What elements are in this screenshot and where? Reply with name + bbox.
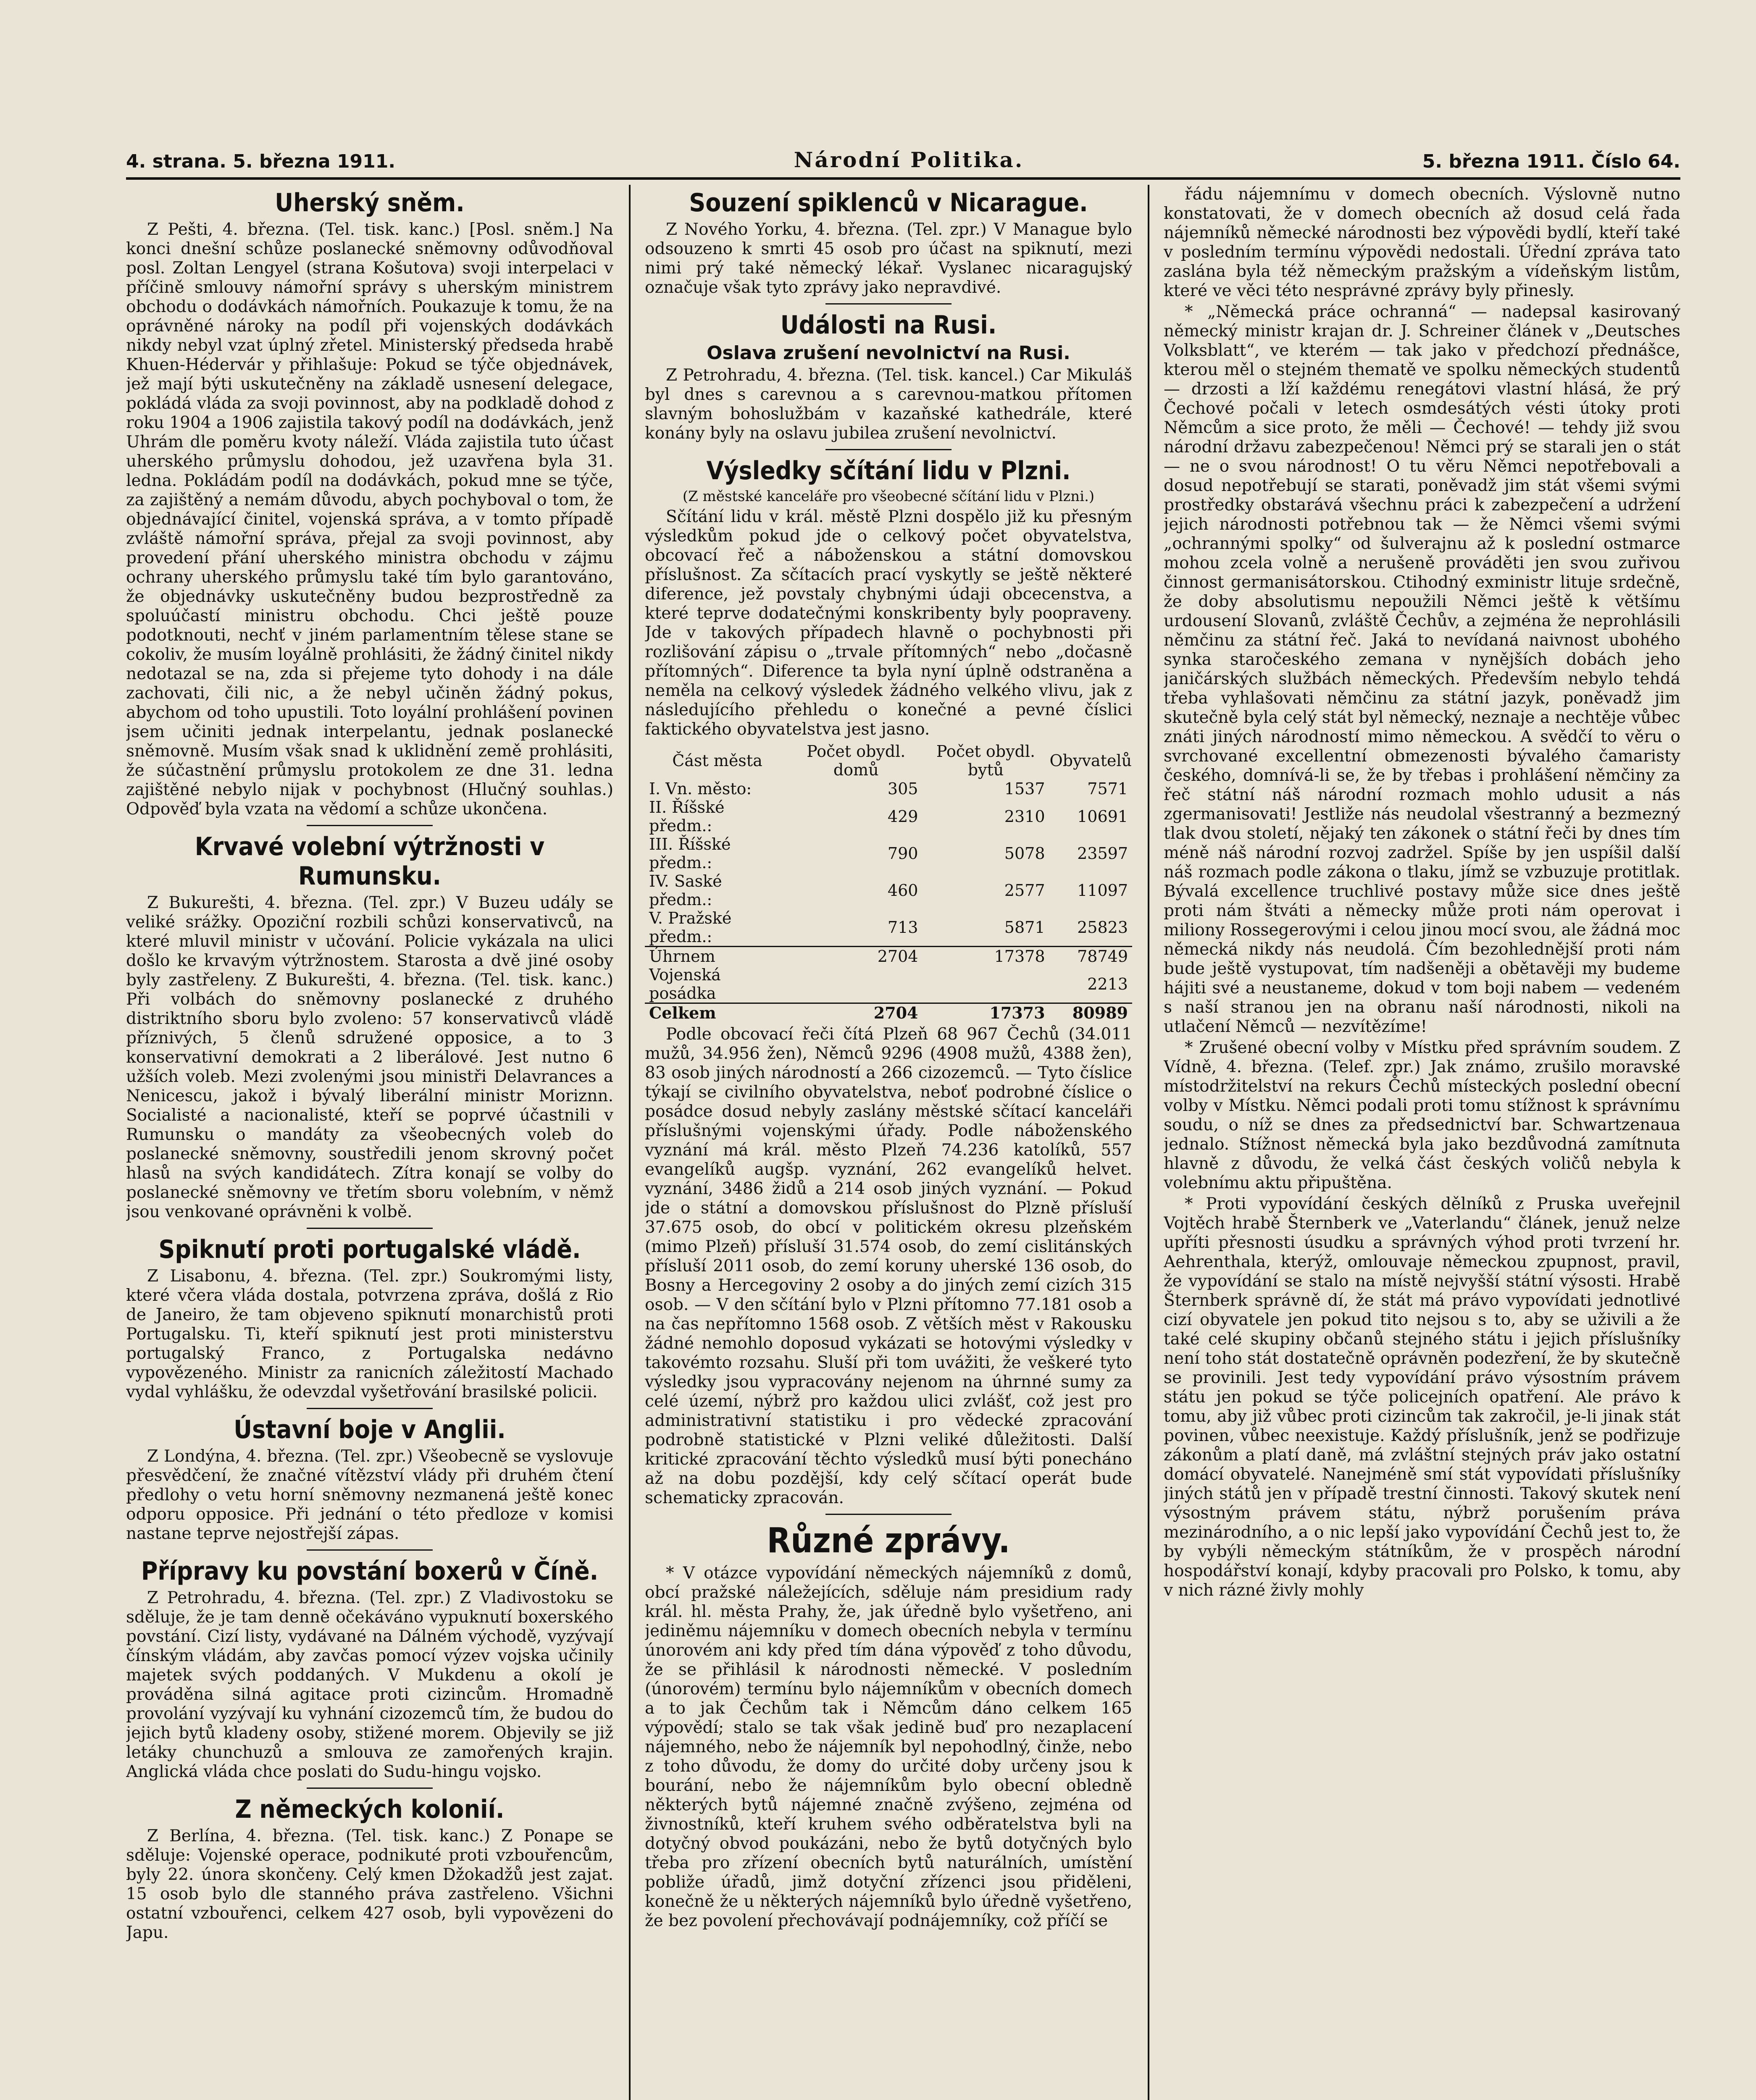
table-header-cell: Obyvatelů [1049, 751, 1132, 770]
table-cell: 80989 [1049, 1003, 1132, 1023]
separator [307, 1788, 433, 1789]
table-header-cell: Část města [672, 751, 762, 770]
census-table-header [645, 742, 1132, 780]
table-cell: 78749 [1049, 947, 1132, 966]
article-title: Krvavé volební výtržnosti v Rumunsku. [195, 832, 545, 891]
article-text: Z Berlína, 4. března. (Tel. tisk. kanc.) Z Ponape se sděluje: Vojenské operace, podnikuté proti vzbouřencům, byly 22. února skončeny. Celý kmen Džokadžů jest zajat. 15 osob bylo dle stanného práva zastřeleno. Všichni ostatní vzbouřenci, celkem 427 osob, byli vypovězeni do Japu. [126, 1827, 613, 1942]
table-cell: Úhrnem [645, 947, 790, 966]
table-cell: 2704 [790, 1003, 923, 1023]
table-cell: 2213 [1087, 975, 1128, 993]
table-cell: Celkem [645, 1003, 790, 1023]
table-cell: 17378 [922, 947, 1049, 966]
article-title: Ústavní boje v Anglii. [234, 1415, 506, 1444]
table-cell: 1537 [1004, 780, 1045, 798]
article-text: Z Pešti, 4. března. (Tel. tisk. kanc.) [Posl. sněm.] Na konci dnešní schůze poslanecké sněmovny odůvodňoval posl. Zoltan Lengyel (strana Košutova) svoji interpelaci v příčině smlouvy námořní správy s uherským ministrem obchodu o dodávkách námořních. Poukazuje k tomu, že na oprávněné nároky na podíl při vojenských dodávkách nikdy nebyl vzat úplný zřetel. Ministerský předseda hrabě Khuen-Hédervár y přihlašuje: Pokud se týče objednávek, jež mají býti uskutečněny na základě usnesení delegace, pokládá vláda za svoji povinnost, aby na podkladě dohod z roku 1904 a 1906 zajistila takový podíl na dodávkách, jenž Uhrám dle poměru kvoty náleží. Vláda zajistila tuto účast uherského průmyslu dohodou, jež uzavřena byla 31. ledna. Pokládám podíl na dodávkách, pokud mne se týče, za zajištěný a nemám důvodu, abych pochyboval o tom, že objednávající činitel, vojenská správa, a v tomto případě zvláště námořní správa, přejal za svoji povinnost, aby provedení přání uherského ministra obchodu v zájmu ochrany uherského průmyslu také tím bylo garantováno, že objednávky uskutečněny budou bezprostředně za spoluúčastí ministru obchodu. Chci ještě pouze podotknouti, nechť v jiném parlamentním tělese stane se cokoliv, že musím loyálně prohlásiti, že žádný činitel nikdy nedotazal se na, zda si přejeme tyto dohody i na dále zachovati, čili nic, a že nebyl učiněn žádný pokus, abychom od toho upustili. Toto loyální prohlášení povinen jsem učiniti jednak interpelantu, jednak poslanecké sněmovně. Musím však snad k uklidnění země prohlásiti, že súčastnění průmyslu protokolem ze dne 31. ledna zajištěné nebylo nijak v pochybnost (Hlučný souhlas.) Odpověď byla vzata na vědomí a schůze ukončena. [126, 220, 613, 819]
table-cell: 11097 [1077, 881, 1128, 900]
table-cell: 305 [887, 780, 918, 798]
article-title: Uherský sněm. [275, 188, 465, 218]
column-rule-1 [629, 185, 631, 2100]
separator [307, 1549, 433, 1551]
separator [825, 303, 952, 304]
article-text: * Proti vypovídání českých dělníků z Pruska uveřejnil Vojtěch hrabě Šternberk ve „Vaterlandu“ článek, jenuž nelze upříti přesnosti úsudku a správných výhod proti tvrzení hr. Aehrenthala, kterýž, omlouvaje německou zpupnost, pravil, že vypovídání se stalo na místě nejvyšší státní výsosti. Hrabě Šternberk správně dí, že stát má právo vypovídati jednotlivé cizí obyvatele jen pokud tito nejsou s to, aby se uživili a že také celé skupiny občanů stejného státu i jejich příslušníky není toho stát dostatečně oprávněn podezření, že by skutečně se provinili. Jest tedy vypovídání právo výsostním právem státu jen pokud se týče policejních opatření. Ale právo k tomu, aby již vůbec proti cizincům tak zakročil, je-li jinak stát povinen, vůbec neexistuje. Každý příslušník, jenž se podřizuje zákonům a platí daně, má zvláštní stejných práv jako ostatní domácí obyvatelé. Nanejméně smí stát vypovídati příslušníky jiných států jen v případě trestní činnosti. Takový skutek není výsostným právem státu, nýbrž porušením práva mezinárodního, a o nic lepší jako vypovídání Čechů jest to, že by vybýli německým státníkům, že v prospěch národní hospodářství konají, kdyby pracovali pro Polsko, k tomu, aby v nich rázné živly mohly [1164, 1194, 1680, 1600]
article-text: * V otázce vypovídání německých nájemníků z domů, obcí pražské náležejících, sděluje nám presidium rady král. hl. města Prahy, že, jak úředně bylo vyšetřeno, ani jediněmu nájemníku v domech obecních nebyla v termínu únorovém ani kdy před tím dána výpověď z toho důvodu, že se přihlásil k národnosti německé. V posledním (únorovém) termínu bylo nájemníkům v obecních domech a to jak Čechům tak i Němcům dáno celkem 165 výpovědí; stalo se tak však jedině buď pro nezaplacení nájemného, nebo že nájemník byl nepohodlný, činže, nebo z toho důvodu, že domy do určité doby určeny jsou k bourání, nebo že nájemníkům bylo obecní obledně některých bytů nájemné značně zvýšeno, zejména od živnostníků, kteří kruhem svého odběratelstva byli na dotyčný obvod poukázáni, nebo že bytů dotyčných bylo třeba pro zřízení obecních bytů naturálních, umístění pobliže úřadů, jimž dotyční zřízenci jsou přiděleni, konečně že u některých nájemníků bylo úředně vyšetřeno, že bez povolení přechovávají podnájemníky, což příčí se [645, 1564, 1132, 1930]
article-text: Z Bukurešti, 4. března. (Tel. zpr.) V Buzeu udály se veliké srážky. Opoziční rozbili schůzi konservativců, na které mluvil ministr v učování. Policie vykázala na ulici došlo ke krvavým výtržnostem. Starosta a dvě jiné osoby byly zastřeleny. Z Bukurešti, 4. března. (Tel. tisk. kanc.) Při volbách do sněmovny poslanecké z druhého distriktního sboru bylo zvoleno: 57 konservativců vládě příznivých, 5 členů sdružené opposice, a to 3 konservativní demokrati a 2 liberálové. Jest nutno 6 užších voleb. Mezi zvolenými jsou ministři Delavrances a Nenicescu, jakož i bývalý liberální ministr Moriznn. Socialisté a nacionalisté, kteří se poprvé účastnili v Rumunsku o mandáty za všeobecných voleb do poslanecké sněmovny, soustředili jenom skrovný počet hlasů na svých kandidátech. Zítra konají se volby do poslanecké sněmovny ve třetím sboru volebním, v němž jsou venkované oprávněni k volbě. [126, 893, 613, 1221]
table-cell: 713 [887, 918, 918, 937]
header-rule [126, 177, 1680, 180]
table-cell [790, 966, 923, 1003]
column-1 [126, 185, 613, 2100]
column-rule-2 [1148, 185, 1149, 2100]
separator [307, 825, 433, 826]
article-text: * „Německá práce ochranná“ — nadepsal kasirovaný německý ministr krajan dr. J. Schreiner článek v „Deutsches Volksblatt“, ve kterém — tak jako v předchozí přednášce, kterou měl o stejném thematě ve spolku německých studentů — drzosti a lží každému renegátovi vlastní hlásá, že prý Čechové počali v letech osmdesátých vésti útoky proti Němcům a sice proto, že měli — Čechové! — tehdy již svou národní državu zabezpečenou! Němci prý se starali jen o stát — ne o svou národnost! O tu věru Němci nepotřebovali a dosud nepotřebují se starati, poněvadž jim stát všemi svými prostředky obstarává všechnu práci k zabezpečení a udržení jejich národnosti potřebnou tak — že Němci všemi svými „ochrannými spolky“ od šulverajnu až k poslední ostmarce mohou zcela volně a nerušeně prováděti jen svou zuřivou činnost germanisátorskou. Ctihodný exministr lituje srdečně, že doby absolutismu nepoužili Němci ještě k většímu urdousení Slovanů, zvláště Čechův, a zejména že neprohlásili němčinu za státní řeč. Jaká to nevídaná naivnost ubohého synka staročeského zemana v nynějších dobách jeho janičárských službách německých. Především nebylo tehdá třeba vyhlašovati němčinu za státní jazyk, poněvadž jim skutečně byla celý stát byl německý, neznaje a nechtěje vůbec znáti jiných národností mimo německou. A svědčí to věru o svrchované excellentní obmezenosti bývalého čamaristy českého, domnívá-li se, že by třebas i prohlášení němčiny za řeč státní náš národní rozmach mohlo udusit a nás zgermanisovati! Jestliže nás neudolal všestranný a bezmezný tlak dvou století, nějaký ten zákonek o státní řeči by dnes tím méně náš národní rozvoj zadržel. Spíše by jen uspíšil další náš rozmach podle zákona o tlaku, jímž se vzbuzuje protitlak. Bývalá excellence truchlivé postavy může sice dnes ještě proti nám štváti a německy může proti nám operovat i miliony Rossegerovými i celou jinou mocí svou, ale žádná moc německá nikdy nás neudolá. Čím bezohlednější proti nám bude ještě vystupovat, tím nadšeněji a obětavěji my budeme hájiti své a neustaneme, dokud v tom boji nabem — vedeném s naší stranou jen na obranu naší národnosti, nikoli na utlačení Němců — nezvítězíme! [1164, 302, 1680, 1036]
table-cell: I. Vn. město: [649, 780, 752, 798]
article-title: Výsledky sčítání lidu v Plzni. [706, 456, 1071, 486]
newspaper-page [126, 143, 1680, 2100]
page-header [126, 143, 1680, 172]
article-subtitle: (Z městské kanceláře pro všeobecné sčítání lidu v Plzni.) [682, 488, 1095, 505]
table-cell: III. Říšské předm.: [649, 835, 731, 872]
table-cell: 5078 [1004, 844, 1045, 863]
article-text: Podle obcovací řeči čítá Plzeň 68 967 Čechů (34.011 mužů, 34.956 žen), Němců 9296 (4908 mužů, 4388 žen), 83 osob jiných národností a 266 cizozemců. — Tyto číslice týkají se civilního obyvatelstva, neboť podrobné číslice o posádce dosud nebyly zaslány městské sčítací kanceláři příslušnými vojenskými úřady. Podle náboženského vyznání má král. město Plzeň 74.236 katolíků, 557 evangelíků augšp. vyznání, 262 evangelíků helvet. vyznání, 3486 židů a 214 osob jiných vyznání. — Pokud jde o státní a domovskou příslušnost do Plzně přísluší 37.675 osob, do obcí v politickém okresu plzeňském (mimo Plzeň) přísluší 31.574 osob, do zemí cislitánských přísluší 2011 osob, do zemí koruny uherské 136 osob, do Bosny a Hercegoviny 2 osoby a do jiných zemí cizích 315 osob. — V den sčítání bylo v Plzni přítomno 77.181 osob a na čas nepřítomno 1568 osob. Z větších měst v Rakousku žádné nemohlo doposud vykázati se hotovými výsledky v takovémto rozsahu. Sluší při tom uvážiti, že veškeré tyto výsledky jsou vypracovány nejenom na úhrnné sumy za celé území, nýbrž pro každou ulici zvlášť, což jest pro administrativní statistiku i pro vědecké zpracování podrobně statistické v Plzni veliké důležitosti. Další kritické zpracování těchto výsledků musí býti ponecháno až na dobu pozdější, kdy celý sčítací operát bude schematicky zpracován. [645, 1025, 1132, 1507]
table-row [645, 835, 1132, 872]
column-2 [645, 185, 1132, 2100]
table-cell: 2310 [1004, 807, 1045, 826]
article-title: Události na Rusi. [780, 310, 997, 340]
article-text: Z Londýna, 4. března. (Tel. zpr.) Všeobecně se vyslovuje přesvědčení, že značné vítězství vlády při druhém čtení předlohy o vetu horní sněmovny nezmanená ještě konec odporu opposice. Při jednání o této předloze v komisi nastane teprve nejostřejší zápas. [126, 1447, 613, 1543]
table-sum-row [645, 947, 1132, 966]
article-title: Z německých kolonií. [235, 1795, 505, 1824]
table-cell [922, 966, 1049, 1003]
table-cell: IV. Saské předm.: [649, 872, 722, 909]
table-row [645, 798, 1132, 835]
article-text: řádu nájemnímu v domech obecních. Výslovně nutno konstatovati, že v domech obecních až dosud celá řada nájemníků německé národnosti bez výpovědi bydlí, kteří také v posledním termínu výpovědi nedostali. Úřední zpráva tato zaslána byla též německým pražským a vídeňským listům, které ve věci této nesprávné zprávy byly přinesly. [1164, 185, 1680, 300]
article-text: Z Lisabonu, 4. března. (Tel. zpr.) Soukromými listy, které včera vláda dostala, potvrzena zpráva, došlá z Rio de Janeiro, že tam objeveno spiknutí monarchistů proti Portugalsku. Ti, kteří spiknutí jest proti ministerstvu portugalský Franco, z Portugalska nedávno vypovězeného. Ministr za ranicních záležitostí Machado vydal vyhlášku, že odevzdal vyšetřování brasilské policii. [126, 1267, 613, 1402]
table-row [645, 780, 1132, 798]
table-total-row [645, 1003, 1132, 1023]
header-date-left: 4. strana. 5. března 1911. [126, 151, 396, 172]
table-cell: 460 [887, 881, 918, 900]
article-text: Sčítání lidu v král. městě Plzni dospělo již ku přesným výsledkům pokud jde o celkový počet obyvatelstva, obcovací řeč a náboženskou a státní domovskou příslušnost. Za sčítacích prací vyskytly se ještě některé diference, jež povstaly chybnými údaji obcecenstva, a které teprve dodatečnými konskribenty byly poopraveny. Jde v takových případech hlavně o pochybnosti při rozlišování zápisu o „trvale přítomných“ nebo „dočasně přítomných“. Diference ta byla nyní úplně odstraněna a neměla na celkový výsledek žádného velkého vlivu, jak z následujícího přehledu o konečné a pevné číslici faktického obyvatelstva jest jasno. [645, 507, 1132, 739]
table-row [645, 909, 1132, 947]
table-cell: 429 [887, 807, 918, 826]
article-subtitle: Oslava zrušení nevolnictví na Rusi. [707, 342, 1070, 364]
census-table [645, 742, 1132, 1022]
table-cell: 2577 [1004, 881, 1045, 900]
column-3 [1164, 185, 1680, 2100]
table-cell: Vojenská posádka [649, 966, 721, 1003]
table-cell: 7571 [1087, 780, 1128, 798]
table-cell: 23597 [1077, 844, 1128, 863]
table-cell: 790 [887, 844, 918, 863]
separator [825, 449, 952, 450]
table-header-cell: Počet obydl. bytů [936, 742, 1036, 779]
article-title: Spiknutí proti portugalské vládě. [158, 1235, 581, 1264]
article-text: Z Petrohradu, 4. března. (Tel. zpr.) Z Vladivostoku se sděluje, že je tam denně očekáváno vypuknutí boxerského povstání. Cizí listy, vydávané na Dálném východě, vyzývají čínským vládám, aby zavčas pomocí výzev vojska učinily majetek svých poddaných. V Mukdenu a okolí je prováděna silná agitace proti cizincům. Hromadně provolání vyzývají ku vyhnání cizozemců tím, že budou do jejich bytů kladeny osoby, stižené morem. Objevily se již letáky chunchuzů a smlouva ze zamořených krajin. Anglická vláda chce poslati do Sudu-hingu vojsko. [126, 1588, 613, 1781]
masthead: Národní Politika. [794, 147, 1024, 172]
separator [307, 1408, 433, 1409]
section-title: Různé zprávy. [767, 1521, 1010, 1561]
article-text: Z Petrohradu, 4. března. (Tel. tisk. kancel.) Car Mikuláš byl dnes s carevnou a s carevnou-matkou přítomen slavným bohoslužbám v kazaňské kathedrále, které konány byly na oslavu jubilea zrušení nevolnictví. [645, 366, 1132, 443]
table-cell: 25823 [1077, 918, 1128, 937]
table-army-row [645, 966, 1132, 1003]
article-title: Souzení spiklenců v Nicarague. [689, 188, 1088, 218]
separator [307, 1228, 433, 1229]
separator [825, 1514, 952, 1515]
table-header-cell: Počet obydl. domů [807, 742, 906, 779]
table-cell: II. Říšské předm.: [649, 798, 725, 835]
header-date-right: 5. března 1911. Číslo 64. [1422, 151, 1680, 172]
table-cell: 10691 [1077, 807, 1128, 826]
table-row [645, 872, 1132, 909]
article-text: * Zrušené obecní volby v Místku před správním soudem. Z Vídně, 4. března. (Telef. zpr.) Jak známo, zrušilo moravské místodržitelství na rekurs Čechů místeckých poslední obecní volby v Místku. Němci podali proti tomu stížnost k správnímu soudu, o níž se dnes za předsednictví bar. Schwartzenaua jednalo. Stížnost německá byla jako bezdůvodná zamítnuta hlavně z důvodu, že velká část českých voličů nebyla k volebnímu aktu připuštěna. [1164, 1038, 1680, 1192]
article-title: Přípravy ku povstání boxerů v Číně. [141, 1557, 599, 1586]
table-cell: 2704 [790, 947, 923, 966]
table-cell: V. Pražské předm.: [649, 909, 732, 946]
article-text: Z Nového Yorku, 4. března. (Tel. zpr.) V Manague bylo odsouzeno k smrti 45 osob pro účast na spiknutí, mezi nimi prý také německý lékař. Vyslanec nicaragujský označuje však tyto zprávy jako nepravdivé. [645, 220, 1132, 297]
table-cell: 17373 [922, 1003, 1049, 1023]
table-cell: 5871 [1004, 918, 1045, 937]
